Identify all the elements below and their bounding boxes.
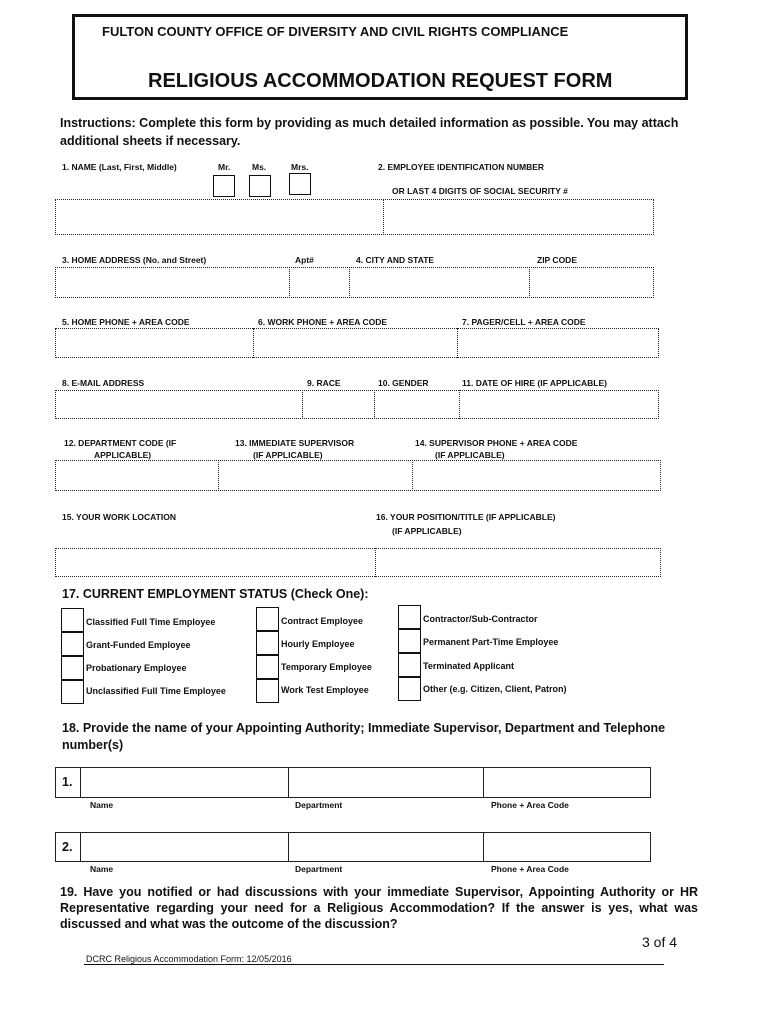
mrs-checkbox[interactable]	[289, 173, 311, 195]
race-field[interactable]	[303, 390, 374, 419]
option-contract: Contract Employee	[281, 616, 364, 626]
name-label: 1. NAME (Last, First, Middle)	[62, 162, 177, 172]
form-title: RELIGIOUS ACCOMMODATION REQUEST FORM	[148, 70, 613, 92]
employee-id-label: 2. EMPLOYEE IDENTIFICATION NUMBER	[378, 162, 545, 172]
authority-2-department-label: Department	[295, 864, 343, 874]
apt-field[interactable]	[290, 267, 349, 298]
zip-label: ZIP CODE	[537, 255, 577, 265]
ms-checkbox[interactable]	[249, 175, 271, 197]
city-state-label: 4. CITY AND STATE	[356, 255, 435, 265]
appointing-authority-heading: 18. Provide the name of your Appointing Authority; Immediate Supervisor, Department and Telephone number(s)	[62, 721, 666, 752]
dept-code-field[interactable]	[56, 460, 218, 491]
apt-label: Apt#	[295, 255, 314, 265]
option-hourly: Hourly Employee	[281, 639, 355, 649]
checkbox-classified[interactable]	[61, 608, 84, 632]
authority-1-department-label: Department	[295, 800, 343, 810]
city-state-field[interactable]	[350, 267, 529, 298]
position-field[interactable]	[376, 548, 660, 577]
authority-2-department-field[interactable]	[289, 832, 483, 862]
hire-date-label: 11. DATE OF HIRE (IF APPLICABLE)	[462, 378, 607, 388]
pager-cell-field[interactable]	[458, 328, 658, 358]
supervisor-phone-field[interactable]	[413, 460, 660, 491]
hire-date-field[interactable]	[460, 390, 658, 419]
page-number: 3 of 4	[642, 934, 678, 950]
employment-status-heading: 17. CURRENT EMPLOYMENT STATUS (Check One):	[62, 587, 369, 601]
supervisor-label-line1: 13. IMMEDIATE SUPERVISOR	[235, 438, 355, 448]
address-label: 3. HOME ADDRESS (No. and Street)	[62, 255, 207, 265]
name-field[interactable]	[55, 199, 384, 235]
checkbox-permanent-part-time[interactable]	[398, 629, 421, 653]
dept-code-label-line1: 12. DEPARTMENT CODE (IF	[64, 438, 177, 448]
checkbox-contractor[interactable]	[398, 605, 421, 629]
mr-label: Mr.	[218, 162, 231, 172]
zip-field[interactable]	[530, 267, 654, 298]
authority-1-phone-field[interactable]	[484, 767, 650, 798]
checkbox-contract[interactable]	[256, 607, 279, 631]
question-19: 19. Have you notified or had discussions with your immediate Supervisor, Appointing Authority or HR Representative regarding your need for a Religious Accommodation? If the answer is yes, what was discussed and what was the outcome of the discussion?	[60, 885, 698, 931]
employee-id-field[interactable]	[384, 199, 654, 235]
ms-label: Ms.	[252, 162, 267, 172]
authority-2-phone-field[interactable]	[484, 832, 650, 862]
option-contractor: Contractor/Sub-Contractor	[423, 614, 538, 624]
authority-1-name-label: Name	[90, 800, 114, 810]
supervisor-phone-label-line1: 14. SUPERVISOR PHONE + AREA CODE	[415, 438, 578, 448]
race-label: 9. RACE	[307, 378, 341, 388]
work-location-field[interactable]	[56, 548, 375, 577]
ssn-label: OR LAST 4 DIGITS OF SOCIAL SECURITY #	[392, 186, 568, 196]
authority-1-name-field[interactable]	[81, 767, 288, 798]
supervisor-phone-label-line2: (IF APPLICABLE)	[435, 450, 505, 460]
option-grant-funded: Grant-Funded Employee	[86, 640, 191, 650]
work-phone-field[interactable]	[254, 328, 457, 358]
checkbox-temporary[interactable]	[256, 655, 279, 679]
authority-row-2-number: 2.	[62, 840, 73, 854]
address-field[interactable]	[56, 267, 289, 298]
position-label-line1: 16. YOUR POSITION/TITLE (IF APPLICABLE)	[376, 512, 556, 522]
supervisor-field[interactable]	[219, 460, 412, 491]
email-label: 8. E-MAIL ADDRESS	[62, 378, 145, 388]
footer-rule	[84, 964, 664, 965]
email-field[interactable]	[56, 390, 302, 419]
position-label-line2: (IF APPLICABLE)	[392, 526, 462, 536]
home-phone-field[interactable]	[56, 328, 253, 358]
organization-name: FULTON COUNTY OFFICE OF DIVERSITY AND CIVIL RIGHTS COMPLIANCE	[102, 24, 569, 39]
option-unclassified: Unclassified Full Time Employee	[86, 686, 226, 696]
mrs-label: Mrs.	[291, 162, 309, 172]
dept-code-label-line2: APPLICABLE)	[94, 450, 152, 460]
option-other: Other (e.g. Citizen, Client, Patron)	[423, 684, 567, 694]
footer-form-id: DCRC Religious Accommodation Form: 12/05/2016	[86, 954, 292, 964]
work-location-label: 15. YOUR WORK LOCATION	[62, 512, 176, 522]
authority-2-phone-label: Phone + Area Code	[491, 864, 569, 874]
dept-code-label	[64, 437, 176, 461]
supervisor-label-line2: (IF APPLICABLE)	[253, 450, 323, 460]
checkbox-hourly[interactable]	[256, 631, 279, 655]
position-label	[376, 511, 555, 537]
option-terminated: Terminated Applicant	[423, 661, 515, 671]
option-classified: Classified Full Time Employee	[86, 617, 216, 627]
mr-checkbox[interactable]	[213, 175, 235, 197]
checkbox-grant-funded[interactable]	[61, 632, 84, 656]
authority-row-1-number: 1.	[62, 775, 73, 789]
option-work-test: Work Test Employee	[281, 685, 369, 695]
work-phone-label: 6. WORK PHONE + AREA CODE	[258, 317, 388, 327]
option-permanent-part-time: Permanent Part-Time Employee	[423, 637, 559, 647]
supervisor-phone-label	[415, 437, 577, 461]
checkbox-unclassified[interactable]	[61, 680, 84, 704]
option-temporary: Temporary Employee	[281, 662, 372, 672]
supervisor-label	[235, 437, 354, 461]
authority-1-phone-label: Phone + Area Code	[491, 800, 569, 810]
checkbox-probationary[interactable]	[61, 656, 84, 680]
authority-2-name-label: Name	[90, 864, 114, 874]
gender-label: 10. GENDER	[378, 378, 429, 388]
instructions: Instructions: Complete this form by providing as much detailed information as possible. You may attach additional sheets if necessary.	[60, 116, 679, 148]
pager-cell-label: 7. PAGER/CELL + AREA CODE	[462, 317, 586, 327]
authority-2-name-field[interactable]	[81, 832, 288, 862]
home-phone-label: 5. HOME PHONE + AREA CODE	[62, 317, 190, 327]
authority-1-department-field[interactable]	[289, 767, 483, 798]
checkbox-work-test[interactable]	[256, 679, 279, 703]
checkbox-terminated[interactable]	[398, 653, 421, 677]
checkbox-other[interactable]	[398, 677, 421, 701]
gender-field[interactable]	[375, 390, 459, 419]
option-probationary: Probationary Employee	[86, 663, 187, 673]
